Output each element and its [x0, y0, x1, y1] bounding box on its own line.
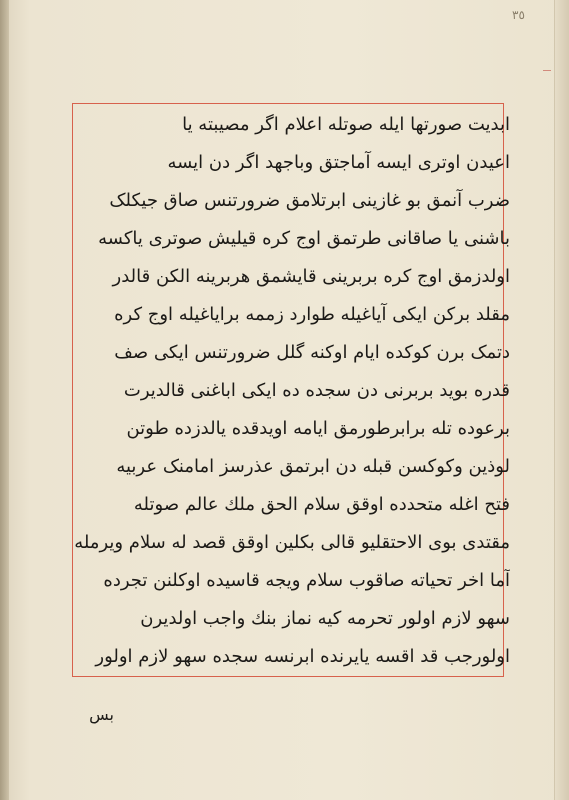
text-line: قدره بوید بربرنی دن سجده ده ایکی اباغنی قالدیرت [123, 380, 510, 401]
text-line: اولدزمق اوج کره بربرینی قایشمق هربرینه الکن قالدر [112, 266, 510, 287]
text-line: لوذین وکوکسن قبله دن ابرتمق عذرسز امامنک عربیه [116, 456, 510, 477]
text-line: اعیدن اوتری ایسه آماجتق وباجهد اگر دن ایسه [167, 152, 510, 173]
text-line: برعوده تله برابرطورمق ایامه اویدقده یالدزده طوتن [126, 418, 510, 439]
text-line: فتح اغله متحدده اوقق سلام الحق ملك عالم صوتله [133, 494, 510, 515]
page-binding-edge [0, 0, 9, 800]
text-line: آما اخر تحیاته صاقوب سلام ویجه قاسیده اوکلنن تجرده [103, 570, 510, 591]
folio-number: ٣٥ [512, 8, 525, 22]
text-block [74, 108, 510, 678]
text-line: باشنی یا صاقانی طرتمق اوج کره قیلیش صوتری یاکسه [98, 228, 510, 249]
text-line: دتمک برن کوکده ایام اوکنه گلل ضرورتنس ایکی صف [114, 342, 510, 363]
text-line: مقتدی بوی الاحتقلیو قالی بکلین اوقق قصد له سلام ویرمله [74, 532, 510, 553]
page-fore-edge [554, 0, 569, 800]
text-line: ابدیت صورتها ایله صوتله اعلام اگر مصیبته یا [182, 114, 510, 135]
text-line: اولورجب قد اقسه یایرنده ابرنسه سجده سهو لازم اولور [95, 646, 510, 667]
margin-mark [543, 70, 551, 75]
text-line: مقلد برکن ایکی آیاغیله طوارد زممه برایاغیله اوج کره [114, 304, 510, 325]
catchword: بس [89, 705, 114, 724]
text-line: ضرب آنمق بو غازینی ابرتلامق ضرورتنس صاق جیکلک [109, 190, 510, 211]
text-line: سهو لازم اولور تحرمه کیه نماز بنك واجب اولدیرن [140, 608, 510, 629]
